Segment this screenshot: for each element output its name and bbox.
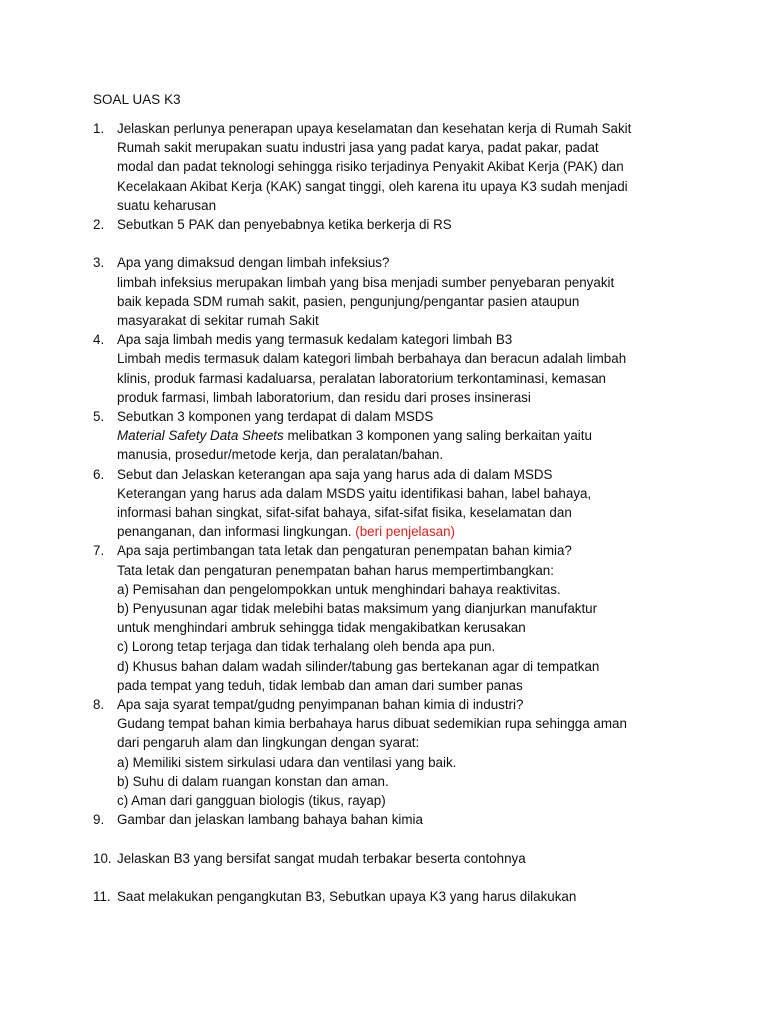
blank-line: [93, 868, 693, 887]
question-number: 1.: [93, 121, 105, 136]
question-number: 7.: [93, 543, 105, 559]
question-number: 9.: [93, 812, 105, 828]
answer-line: Tata letak dan pengaturan penempatan bahan harus mempertimbangkan:: [117, 562, 554, 578]
answer-line: baik kepada SDM rumah sakit, pasien, pengunjung/pengantar pasien ataupun: [117, 293, 580, 309]
answer-text: penanganan, dan informasi lingkungan.: [117, 524, 352, 540]
question-text: Sebutkan 5 PAK dan penyebabnya ketika berkerja di RS: [117, 217, 452, 233]
question-text: Jelaskan B3 yang bersifat sangat mudah terbakar beserta contohnya: [117, 850, 526, 866]
answer-line: manusia, prosedur/metode kerja, dan peralatan/bahan.: [117, 447, 444, 463]
question-text: Sebutkan 3 komponen yang terdapat di dalam MSDS: [117, 409, 434, 425]
question-text: Apa saja pertimbangan tata letak dan pengaturan penempatan bahan kimia?: [117, 543, 572, 559]
question-text: Apa yang dimaksud dengan limbah infeksius?: [117, 255, 390, 271]
answer-line: suatu keharusan: [117, 197, 217, 213]
answer-line: pada tempat yang teduh, tidak lembab dan aman dari sumber panas: [117, 677, 523, 693]
answer-line: a) Pemisahan dan pengelompokkan untuk menghindari bahaya reaktivitas.: [117, 581, 561, 597]
question-item-8: [93, 695, 693, 810]
question-text: Sebut dan Jelaskan keterangan apa saja yang harus ada di dalam MSDS: [117, 466, 553, 482]
answer-line: b) Penyusunan agar tidak melebihi batas maksimum yang dianjurkan manufaktur: [117, 601, 598, 617]
answer-line: Rumah sakit merupakan suatu industri jasa yang padat karya, padat pakar, padat: [117, 140, 599, 156]
answer-line: c) Lorong tetap terjaga dan tidak terhalang oleh benda apa pun.: [117, 639, 496, 655]
red-note: (beri penjelasan): [355, 524, 455, 540]
question-item-5: [93, 407, 693, 465]
answer-line: Kecelakaan Akibat Kerja (KAK) sangat tinggi, oleh karena itu upaya K3 sudah menjadi: [117, 178, 628, 194]
question-text: Gambar dan jelaskan lambang bahaya bahan kimia: [117, 812, 423, 828]
blank-line: [93, 234, 693, 253]
document-title: SOAL UAS K3: [93, 92, 181, 107]
answer-line: a) Memiliki sistem sirkulasi udara dan ventilasi yang baik.: [117, 754, 457, 770]
question-list: [93, 119, 693, 906]
question-number: 11.: [93, 889, 111, 905]
answer-line: dari pengaruh alam dan lingkungan dengan syarat:: [117, 735, 420, 751]
blank-line: [93, 830, 693, 849]
answer-line: [117, 522, 693, 541]
answer-line: untuk menghindari ambruk sehingga tidak mengakibatkan kerusakan: [117, 620, 526, 636]
question-number: 6.: [93, 466, 105, 482]
question-item-7: [93, 541, 693, 695]
question-number: 2.: [93, 217, 105, 233]
answer-line: Keterangan yang harus ada dalam MSDS yaitu identifikasi bahan, label bahaya,: [117, 485, 592, 501]
answer-line: c) Aman dari gangguan biologis (tikus, rayap): [117, 793, 386, 809]
answer-line: Limbah medis termasuk dalam kategori limbah berbahaya dan beracun adalah limbah: [117, 351, 627, 367]
question-item-3: [93, 253, 693, 330]
question-number: 10.: [93, 850, 112, 866]
question-item-11: [93, 887, 693, 906]
question-text: Saat melakukan pengangkutan B3, Sebutkan upaya K3 yang harus dilakukan: [117, 889, 577, 905]
question-text: Apa saja limbah medis yang termasuk kedalam kategori limbah B3: [117, 332, 513, 348]
question-item-1: [93, 119, 693, 215]
question-item-10: [93, 849, 693, 868]
answer-line: Gudang tempat bahan kimia berbahaya harus dibuat sedemikian rupa sehingga aman: [117, 716, 627, 732]
answer-line: b) Suhu di dalam ruangan konstan dan aman.: [117, 773, 389, 789]
answer-text: melibatkan 3 komponen yang saling berkaitan yaitu: [283, 428, 592, 444]
question-text: Jelaskan perlunya penerapan upaya keselamatan dan kesehatan kerja di Rumah Sakit: [117, 121, 632, 136]
answer-line: d) Khusus bahan dalam wadah silinder/tabung gas bertekanan agar di tempatkan: [117, 658, 600, 674]
italic-term: Material Safety Data Sheets: [117, 428, 284, 444]
question-text: Apa saja syarat tempat/gudng penyimpanan bahan kimia di industri?: [117, 697, 524, 713]
answer-line: klinis, produk farmasi kadaluarsa, peralatan laboratorium terkontaminasi, kemasan: [117, 370, 606, 386]
question-item-2: [93, 215, 693, 234]
answer-line: informasi bahan singkat, sifat-sifat bahaya, sifat-sifat fisika, keselamatan dan: [117, 505, 572, 521]
answer-line: produk farmasi, limbah laboratorium, dan residu dari proses insinerasi: [117, 389, 531, 405]
question-item-6: [93, 465, 693, 542]
answer-line: modal dan padat teknologi sehingga risiko terjadinya Penyakit Akibat Kerja (PAK) dan: [117, 159, 624, 175]
question-item-4: [93, 330, 693, 407]
question-number: 3.: [93, 255, 105, 271]
answer-line: masyarakat di sekitar rumah Sakit: [117, 313, 319, 329]
answer-line: [117, 426, 693, 445]
question-number: 4.: [93, 332, 105, 348]
question-number: 5.: [93, 409, 105, 425]
answer-line: limbah infeksius merupakan limbah yang bisa menjadi sumber penyebaran penyakit: [117, 274, 615, 290]
question-number: 8.: [93, 697, 105, 713]
question-item-9: [93, 810, 693, 829]
